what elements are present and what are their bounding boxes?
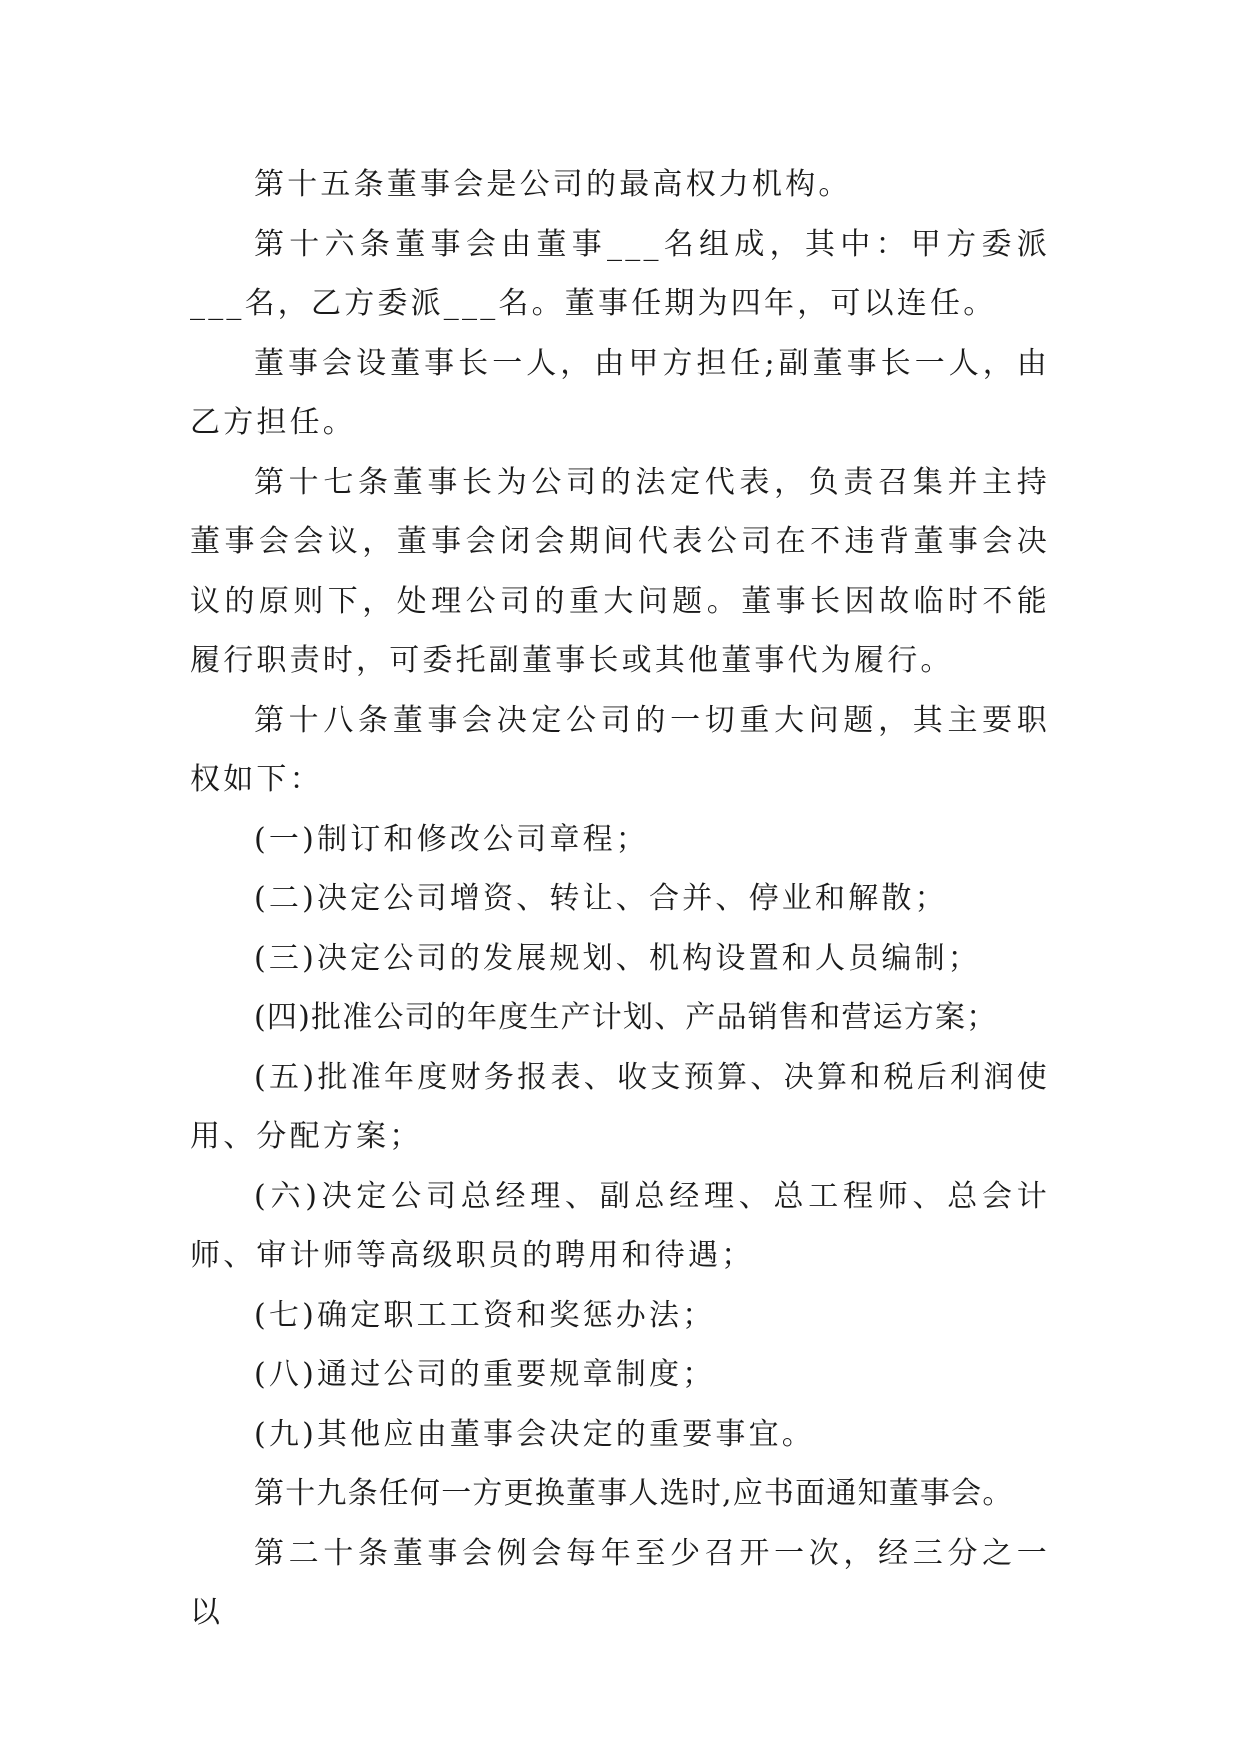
list-item-2: (二)决定公司增资、转让、合并、停业和解散； — [254, 881, 948, 916]
list-item-6: (六)决定公司总经理、副总经理、总工程师、总会计师、审计师等高级职员的聘用和待遇； — [190, 1178, 1050, 1273]
list-item-9: (九)其他应由董事会决定的重要事宜。 — [254, 1416, 816, 1452]
list-item-4: (四)批准公司的年度生产计划、产品销售和营运方案； — [254, 1000, 998, 1035]
list-item-3: (三)决定公司的发展规划、机构设置和人员编制； — [254, 940, 982, 976]
document-body — [190, 155, 1050, 1643]
list-item-1: (一)制订和修改公司章程； — [254, 821, 650, 857]
paragraph-article-18: 第十八条董事会决定公司的一切重大问题，其主要职权如下： — [190, 702, 1050, 797]
paragraph-article-15: 第十五条董事会是公司的最高权力机构。 — [254, 167, 852, 202]
list-item-7: (七)确定职工工资和奖惩办法； — [254, 1297, 716, 1333]
paragraph-article-17: 第十七条董事长为公司的法定代表，负责召集并主持董事会会议，董事会闭会期间代表公司在不违背董事会决议的原则下，处理公司的重大问题。董事长因故临时不能履行职责时，可委托副董事长或其他董事代为履行。 — [190, 464, 1050, 678]
paragraph-chairman: 董事会设董事长一人，由甲方担任;副董事长一人，由乙方担任。 — [190, 345, 1050, 440]
paragraph-article-19: 第十九条任何一方更换董事人选时,应书面通知董事会。 — [254, 1476, 1014, 1511]
paragraph-article-16: 第十六条董事会由董事___名组成，其中：甲方委派___名，乙方委派___名。董事任期为四年，可以连任。 — [190, 226, 1050, 321]
list-item-8: (八)通过公司的重要规章制度； — [254, 1357, 716, 1392]
paragraph-article-20: 第二十条董事会例会每年至少召开一次，经三分之一以 — [190, 1535, 1050, 1630]
list-item-5: (五)批准年度财务报表、收支预算、决算和税后利润使用、分配方案； — [190, 1059, 1050, 1154]
